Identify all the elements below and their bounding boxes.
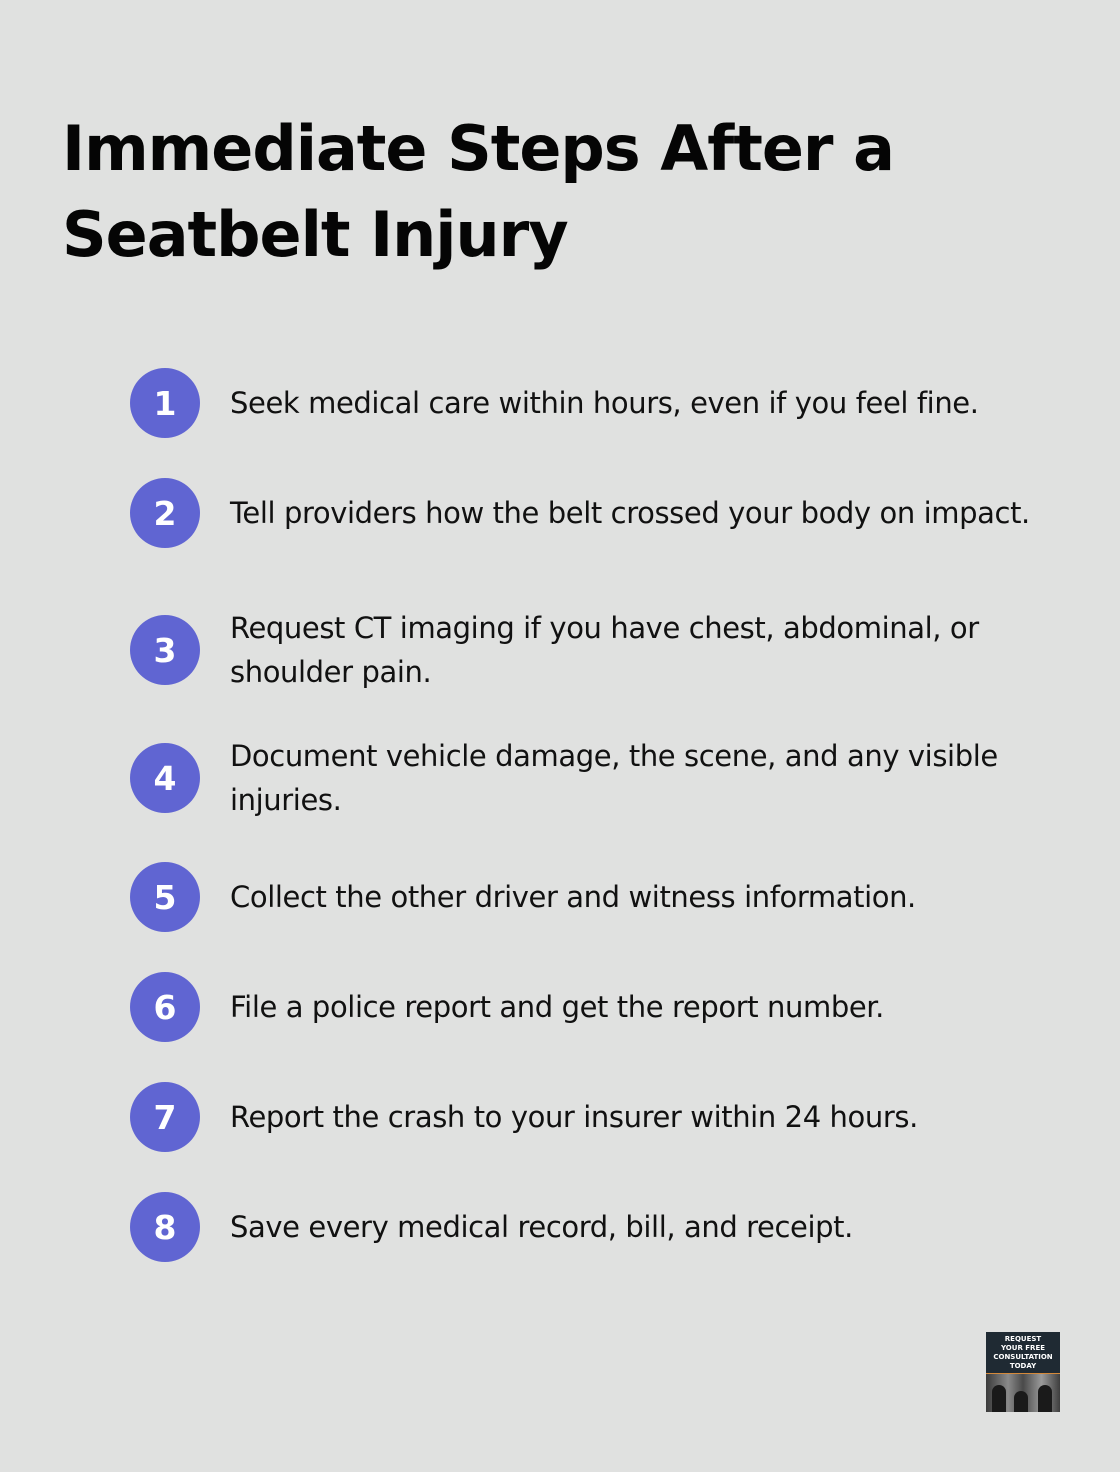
step-text: Save every medical record, bill, and receipt. [230, 1210, 853, 1244]
step-item [130, 478, 1050, 548]
step-text: Seek medical care within hours, even if you feel fine. [230, 386, 979, 420]
step-number-badge: 6 [130, 972, 200, 1042]
person-figure [992, 1385, 1006, 1412]
team-photo [986, 1374, 1060, 1412]
step-item [130, 972, 1050, 1042]
person-figure [1014, 1391, 1028, 1412]
step-number-badge: 8 [130, 1192, 200, 1262]
step-number-badge: 4 [130, 743, 200, 813]
step-text: Collect the other driver and witness information. [230, 880, 916, 914]
badge-text [986, 1332, 1060, 1374]
step-text: File a police report and get the report number. [230, 990, 884, 1024]
badge-line: REQUEST [1004, 1335, 1042, 1343]
step-item [130, 734, 1050, 822]
step-item [130, 1082, 1050, 1152]
badge-line: CONSULTATION [993, 1353, 1053, 1361]
step-item [130, 606, 1050, 694]
step-text: Document vehicle damage, the scene, and any visible injuries. [230, 739, 998, 817]
step-text: Request CT imaging if you have chest, abdominal, or shoulder pain. [230, 611, 979, 689]
step-number-badge: 5 [130, 862, 200, 932]
step-number-badge: 3 [130, 615, 200, 685]
step-number-badge: 7 [130, 1082, 200, 1152]
step-number-badge: 2 [130, 478, 200, 548]
step-text: Report the crash to your insurer within 24 hours. [230, 1100, 918, 1134]
step-item [130, 1192, 1050, 1262]
step-item [130, 862, 1050, 932]
badge-line: TODAY [1009, 1362, 1037, 1370]
step-text: Tell providers how the belt crossed your body on impact. [230, 496, 1030, 530]
consultation-badge[interactable] [986, 1332, 1060, 1412]
step-item [130, 368, 1050, 438]
badge-line: YOUR FREE [1000, 1344, 1046, 1352]
person-figure [1038, 1385, 1052, 1412]
page-title: Immediate Steps After a Seatbelt Injury [62, 112, 894, 271]
step-number-badge: 1 [130, 368, 200, 438]
